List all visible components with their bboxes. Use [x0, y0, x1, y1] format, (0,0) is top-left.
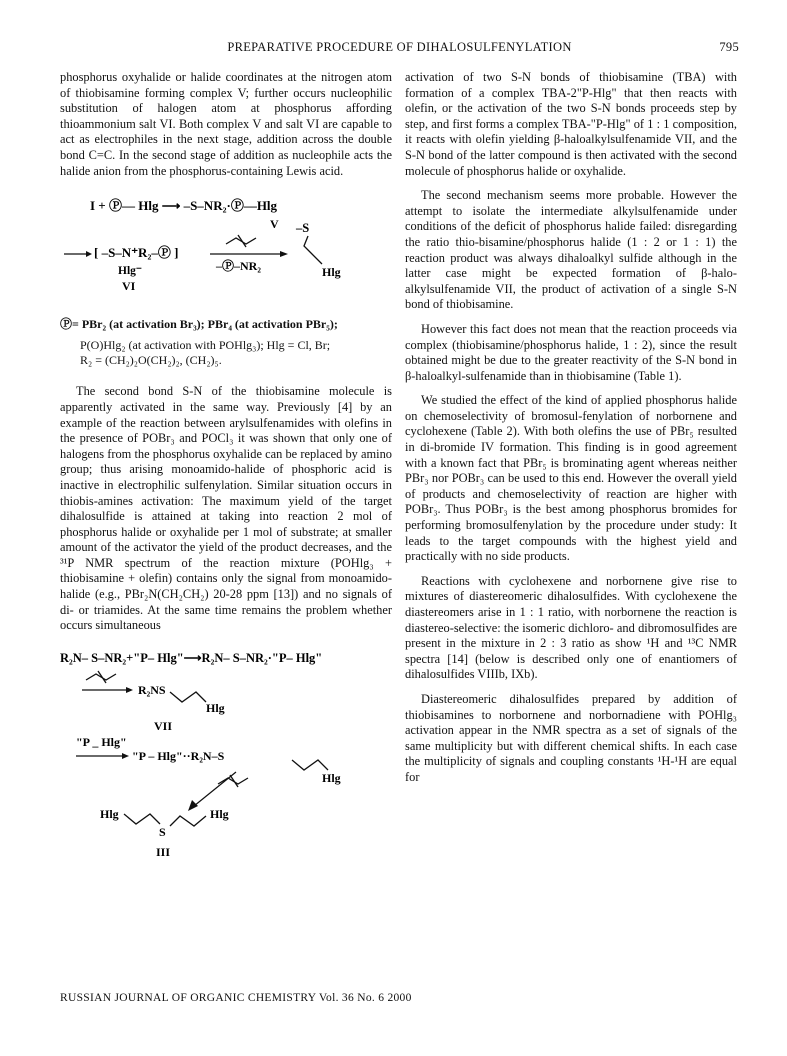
definitions-line-2: R₂ = (CH₂)₂O(CH₂)₂, (CH₂)₅. — [80, 353, 222, 368]
scheme2-chain-1 — [170, 692, 206, 702]
journal-footer: RUSSIAN JOURNAL OF ORGANIC CHEMISTRY Vol. 36 No. 6 2000 — [60, 992, 412, 1004]
left-paragraph-2: The second bond S-N of the thiobisamine molecule is apparently activated in the same way. Previously [4] by an example of the reaction between arylsulfenamides with olefins in the presence of POBr₃ and POCl₃ it was shown that only one of halogens from the phosphorus oxyhalide can be replaced by amino group; thus arising monoamido-halide of phosphoric acid is inactive in electrophilic sulfenylation. Similar situation occurs in thiobis-amines activation: The maximum yield of the target dihalosulfide is attained at taking into reaction 2 mol of phosphorus halide or oxyhalide per 1 mol of substrate; at smaller amount of the activator the yield of the product decreases, and the ³¹P NMR spectrum of the reaction mixture (POHlg₃ + thiobisamine + olefin) contains only the signal from monoamido-halide (e.g., PBr₂N(CH₂CH₂) 20-28 ppm [13]) and no signals of di- or triamides. At the same time remains the problem whether occurs simultaneous — [60, 384, 392, 633]
scheme2-arrowhead-2 — [122, 753, 129, 759]
scheme2-olefin-mark-1b — [98, 671, 106, 683]
scheme1-label-vi: VI — [122, 279, 136, 294]
scheme2-chain-2 — [292, 760, 328, 770]
scheme2-hlg-d: Hlg — [210, 806, 229, 821]
scheme2-olefin-mark-2b — [230, 775, 238, 787]
right-column — [405, 70, 737, 786]
running-header — [60, 40, 739, 58]
right-paragraph-2: The second mechanism seems more probable. However the attempt to isolate the intermediate alkylsulfenamide under conditions of the deficit of phosphorus halide failed: disregarding the ratio thio-bisamine/phosphorus halide (1 : 2 or 1 : 1) the reaction product was always dihaloalkyl sulfide although in the latter case might be expected formation of β-halo-alkylsulfenamide VII, the product of activation of a single S-N bond of thiobisamine. — [405, 188, 737, 312]
scheme2-chain-3b — [170, 816, 206, 826]
scheme2-label-iii: III — [156, 844, 171, 859]
running-title: PREPARATIVE PROCEDURE OF DIHALOSULFENYLATION — [227, 40, 572, 54]
scheme1-arrowhead-right — [280, 251, 288, 257]
scheme1-product-s: –S — [296, 221, 310, 236]
scheme2-arrow-3 — [194, 772, 236, 806]
scheme1-product-hlg: Hlg — [322, 265, 341, 280]
scheme1-arrowhead-left — [86, 251, 92, 257]
scheme2-line1: R₂N– S–NR₂+"P– Hlg"⟶R₂N– S–NR₂·"P– Hlg" — [60, 650, 323, 665]
scheme2-arrowhead-3 — [188, 800, 198, 811]
reaction-scheme-2 — [60, 648, 392, 863]
scheme2-s: S — [159, 824, 166, 839]
reaction-scheme-1 — [60, 188, 392, 308]
page-number: 795 — [719, 40, 739, 54]
right-paragraph-5: Reactions with cyclohexene and norbornene give rise to mixtures of diastereomeric dihalosulfides. With cyclohexene the diastereomers arise in 1 : 1 ratio, with norbornene the reaction is diastereo-selective: the isomeric dichloro- and dibromosulfides are present in the mixture in 2 : 3 ratio as show ¹H and ¹³C NMR spectra [14] (below is described only one of enantiomers of dihalosulfides VIIIb, IXb). — [405, 573, 737, 682]
scheme1-label-v: V — [270, 217, 279, 232]
scheme1-product-chain — [304, 236, 322, 264]
scheme1-arrow-below: –Ⓟ–NR₂ — [216, 259, 261, 274]
definitions-line-1: P(O)Hlg₂ (at activation with POHlg₃); Hlg = Cl, Br; — [80, 338, 331, 353]
scheme2-hlg-a: Hlg — [206, 700, 225, 715]
scheme2-hlg-c: Hlg — [100, 806, 119, 821]
scheme1-line1: I + Ⓟ— Hlg ⟶ –S–NR₂·Ⓟ—Hlg — [90, 198, 278, 214]
scheme2-complex: "P – Hlg"··R₂N–S — [132, 748, 225, 763]
scheme2-hlg-b: Hlg — [322, 770, 341, 785]
scheme2-arrowhead-1 — [126, 687, 133, 693]
scheme1-ion-hlg: Hlg⁻ — [118, 265, 142, 278]
scheme2-r2ns: R₂NS — [138, 682, 166, 697]
right-paragraph-6: Diastereomeric dihalosulfides prepared by addition of thiobisamines to norbornene and norbornadiene with POHlg₃ activation appear in the NMR spectra as a set of signals of the same multiplicity but with different chemical shifts. In each case the multiplicity of signals and coupling constants ¹H-¹H are equal for — [405, 691, 737, 784]
scheme2-p-hlg: "P _ Hlg" — [76, 734, 127, 749]
scheme2-chain-3a — [124, 814, 160, 824]
left-column — [60, 70, 392, 867]
scheme1-olefin-mark-b — [238, 235, 246, 247]
scheme2-label-vii: VII — [154, 718, 173, 733]
right-paragraph-1: activation of two S-N bonds of thiobisamine (TBA) with formation of a complex TBA-2"P-Hlg" that then reacts with olefin, or the activation of the two S-N bonds proceeds step by step, and first forms a complex TBA-"P-Hlg" of 1 : 1 composition, it reacts with olefin yielding β-haloalkylsulfenamide VII, and the S-N bond of the latter compound is then activated with the second molecule of phosphorus halide or oxyhalide. — [405, 70, 737, 178]
p-legend: Ⓟ= PBr₂ (at activation Br₃); PBr₄ (at activation PBr₅); — [60, 316, 338, 331]
scheme1-ion: [ –S–N⁺R₂–Ⓟ ] — [94, 245, 179, 261]
left-paragraph-1: phosphorus oxyhalide or halide coordinates at the nitrogen atom of thiobisamine forming complex V; further occurs nucleophilic substitution of halogen atom at phosphorus affording thioammonium salt VI. Both complex V and salt VI are capable to act as electrophiles in the next stage, addition across the double bond C=C. In the second stage of addition as nucleophile acts the halide anion from the phosphorus-containing Lewis acid. — [60, 70, 392, 178]
right-paragraph-3: However this fact does not mean that the reaction proceeds via complex (thiobisamine/phosphorus halide, 1 : 2), since the result obtained might be due to the greater reactivity of the S-N bond in β-haloalkyl-sulfenamide than in thiobisamine (Table 1). — [405, 321, 737, 383]
right-paragraph-4: We studied the effect of the kind of applied phosphorus halide on chemoselectivity of bromosul-fenylation of norbornene and cyclohexene (Table 2). With both olefins the use of PBr₅ resulted in di-bromide IV formation. This finding is in good agreement with a known fact that PBr₅ is brominating agent whereas neither PBr₃ nor POBr₃ can be used to this end. However the overall yield of products and chemoselectivity of reaction are higher with POBr₃. Thus POBr₃ is the best among phosphorus bromides for performing bromosulfenylation by the procedure under study: It leads to the target compounds with the highest yield and practically with no side products. — [405, 393, 737, 564]
